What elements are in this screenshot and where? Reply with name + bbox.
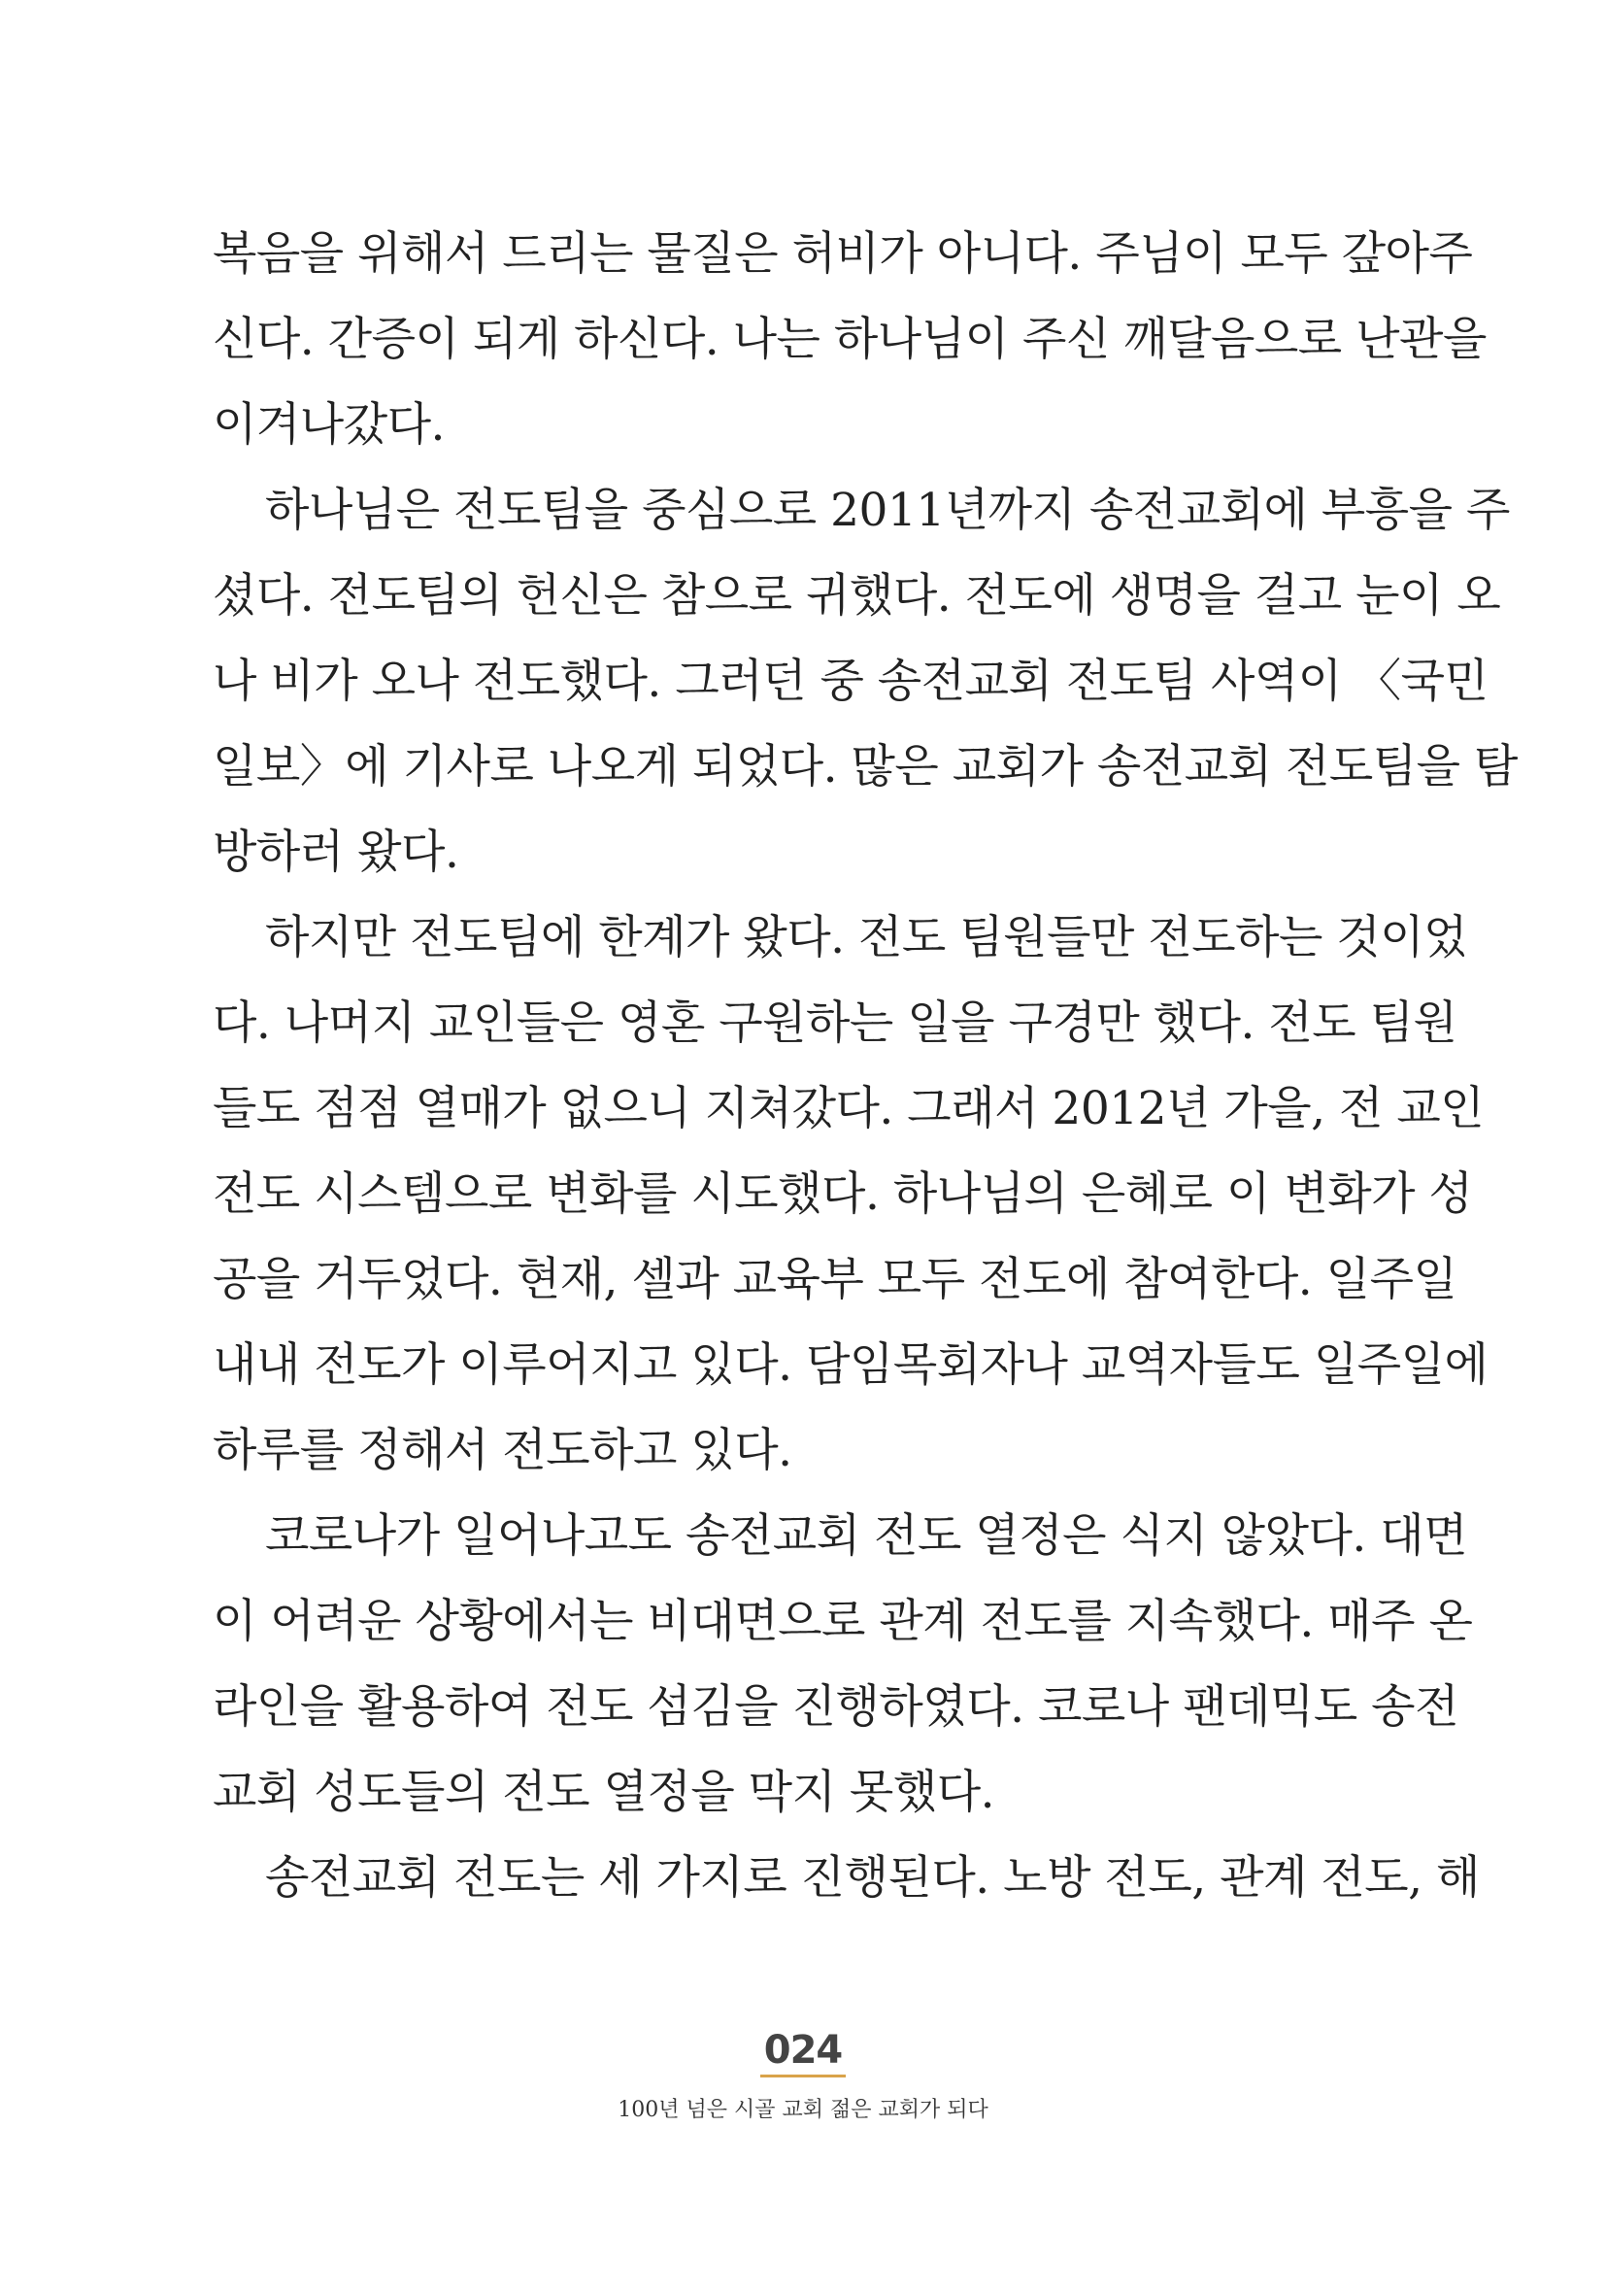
text-line-20: 송전교회 전도는 세 가지로 진행된다. 노방 전도, 관계 전도, 해 bbox=[265, 1851, 1480, 1905]
text-line-1: 복음을 위해서 드리는 물질은 허비가 아니다. 주님이 모두 갚아주 bbox=[213, 227, 1473, 281]
text-line-17: 이 어려운 상황에서는 비대면으로 관계 전도를 지속했다. 매주 온 bbox=[213, 1595, 1473, 1648]
text-line-4: 하나님은 전도팀을 중심으로 2011년까지 송전교회에 부흥을 주 bbox=[265, 484, 1510, 537]
page-number: 024 bbox=[760, 2028, 847, 2077]
text-line-12: 전도 시스템으로 변화를 시도했다. 하나님의 은혜로 이 변화가 성 bbox=[213, 1167, 1473, 1221]
text-line-13: 공을 거두었다. 현재, 셀과 교육부 모두 전도에 참여한다. 일주일 bbox=[213, 1253, 1457, 1306]
page-footer bbox=[0, 2028, 1606, 2123]
text-line-18: 라인을 활용하여 전도 섬김을 진행하였다. 코로나 팬데믹도 송전 bbox=[213, 1680, 1458, 1734]
text-line-3: 이겨나갔다. bbox=[213, 398, 445, 452]
page-body bbox=[213, 212, 1518, 1921]
text-line-8: 방하러 왔다. bbox=[213, 826, 459, 879]
text-line-10: 다. 나머지 교인들은 영혼 구원하는 일을 구경만 했다. 전도 팀원 bbox=[213, 996, 1457, 1050]
text-line-16: 코로나가 일어나고도 송전교회 전도 열정은 식지 않았다. 대면 bbox=[265, 1509, 1468, 1563]
text-line-5: 셨다. 전도팀의 헌신은 참으로 귀했다. 전도에 생명을 걸고 눈이 오 bbox=[213, 569, 1501, 623]
text-line-19: 교회 성도들의 전도 열정을 막지 못했다. bbox=[213, 1766, 995, 1819]
text-line-11: 들도 점점 열매가 없으니 지쳐갔다. 그래서 2012년 가을, 전 교인 bbox=[213, 1082, 1485, 1135]
text-line-2: 신다. 간증이 되게 하신다. 나는 하나님이 주신 깨달음으로 난관을 bbox=[213, 313, 1487, 366]
text-line-14: 내내 전도가 이루어지고 있다. 담임목회자나 교역자들도 일주일에 bbox=[213, 1338, 1489, 1392]
book-title: 100년 넘은 시골 교회 젊은 교회가 되다 bbox=[618, 2098, 988, 2122]
text-line-7: 일보〉에 기사로 나오게 되었다. 많은 교회가 송전교회 전도팀을 탐 bbox=[213, 740, 1518, 793]
text-line-6: 나 비가 오나 전도했다. 그러던 중 송전교회 전도팀 사역이 〈국민 bbox=[213, 655, 1489, 708]
text-line-15: 하루를 정해서 전도하고 있다. bbox=[213, 1424, 792, 1477]
text-line-9: 하지만 전도팀에 한계가 왔다. 전도 팀원들만 전도하는 것이었 bbox=[265, 911, 1468, 964]
